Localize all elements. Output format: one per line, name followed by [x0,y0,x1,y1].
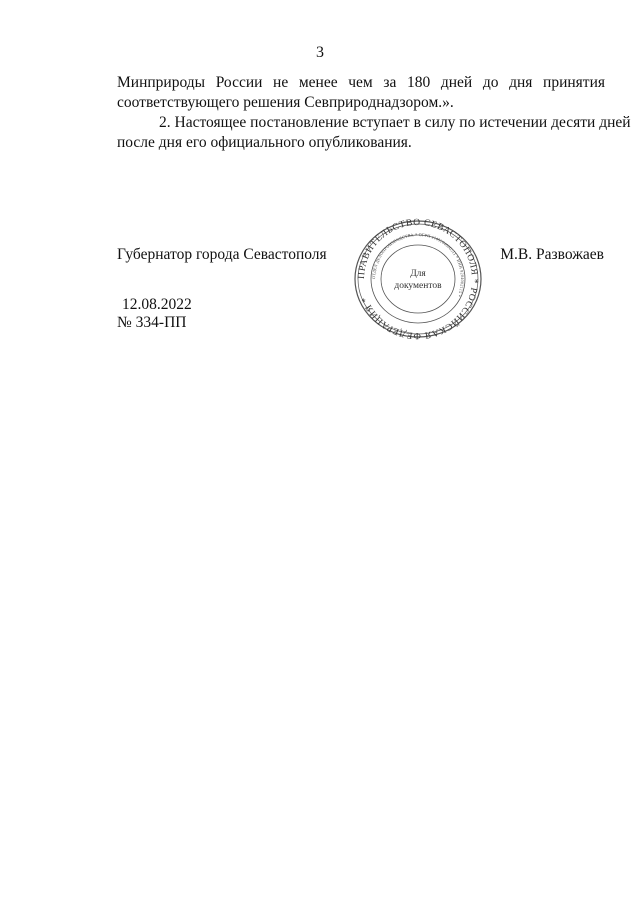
seal-center-line-2: документов [394,281,442,291]
document-date: 12.08.2022 [122,296,192,313]
body-line-1: Минприроды России не менее чем за 180 дней до дня принятия [117,74,605,91]
seal-inner-text: ОТДЕЛ ДЕЛОПРОИЗВОДСТВА * ОГРН 1149204000511 * ИНН 9204002115 * [370,231,466,298]
document-number: № 334-ПП [117,314,187,331]
seal-center-line-1: Для [410,269,426,279]
body-text [117,73,631,153]
page-number: 3 [316,44,324,61]
official-seal [352,218,484,340]
signatory-title: Губернатор города Севастополя [117,246,327,263]
body-line-3: 2. Настоящее постановление вступает в силу по истечении десяти дней [159,114,631,131]
body-line-4: после дня его официального опубликования. [117,134,412,151]
body-line-2: соответствующего решения Севприроднадзором.». [117,94,454,111]
seal-outer-text: ПРАВИТЕЛЬСТВО СЕВАСТОПОЛЯ * РОССИЙСКАЯ ФЕДЕРАЦИЯ * [356,218,480,340]
signatory-name: М.В. Развожаев [500,246,604,263]
